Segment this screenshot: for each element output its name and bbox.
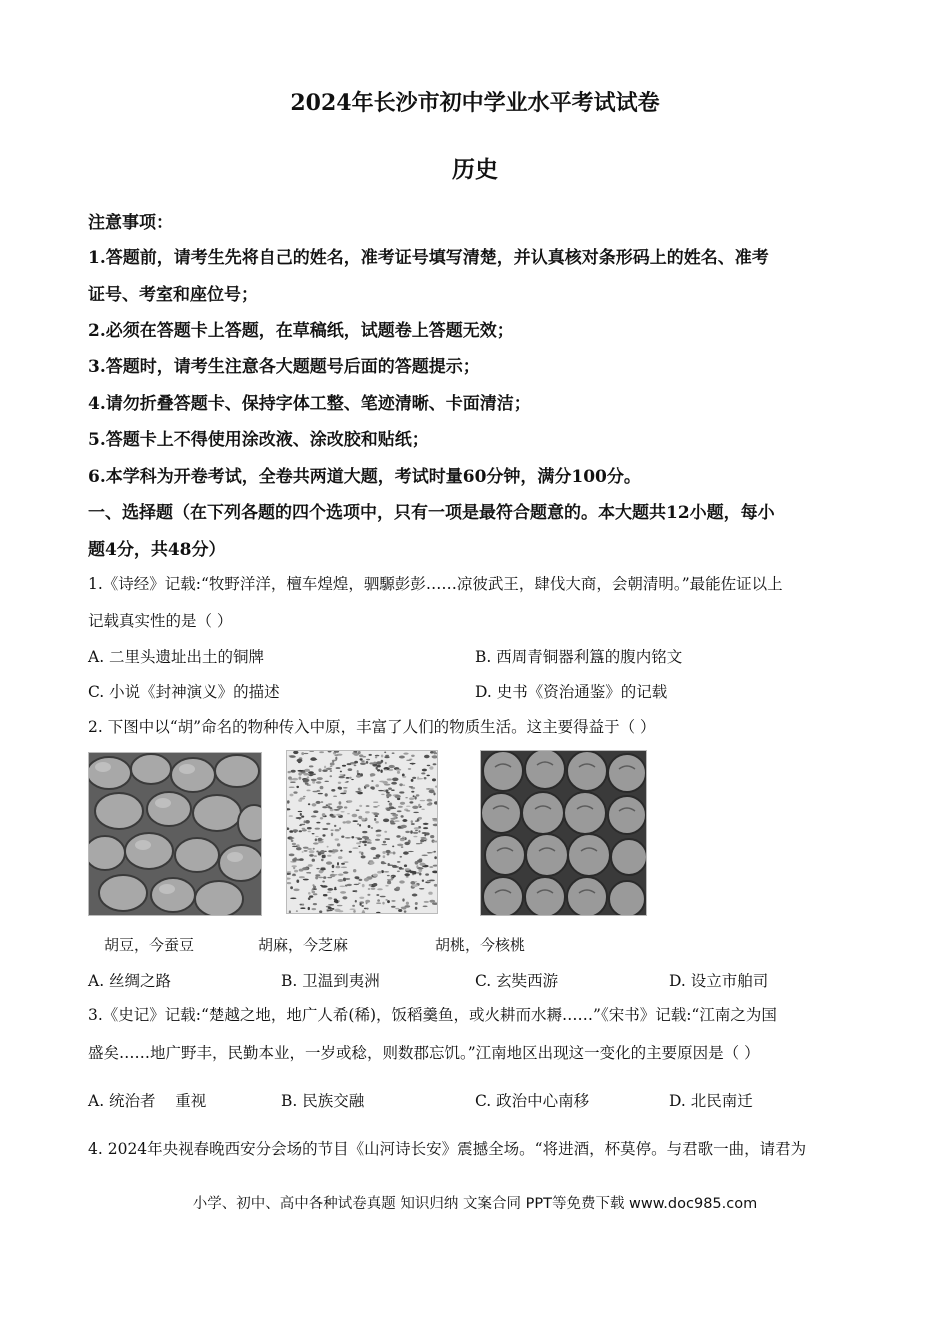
broad-bean-photo [88, 752, 262, 916]
page-footer: 小学、初中、高中各种试卷真题 知识归纳 文案合同 PPT等免费下载 www.doc985.com [192, 1196, 758, 1212]
caption-broad-bean: 胡豆，今蚕豆 [104, 936, 195, 954]
question-3-stem: 3.《史记》记载:“楚越之地，地广人希(稀)，饭稻羹鱼，或火耕而水耨……”《宋书》记载:“江南之为国 [88, 1006, 777, 1024]
q2-option-a: A. 丝绸之路 [88, 972, 172, 990]
walnut-photo [480, 750, 647, 916]
notice-heading: 注意事项： [88, 213, 173, 233]
question-1-stem: 1.《诗经》记载:“牧野洋洋，檀车煌煌，驷騵彭彭……凉彼武王，肆伐大商，会朝清明。”最能佐证以上 [88, 575, 783, 593]
q2-option-c: C. 玄奘西游 [475, 972, 559, 990]
notice-line-3: 3.答题时，请考生注意各大题题号后面的答题提示； [88, 357, 480, 377]
caption-walnut: 胡桃，今核桃 [435, 936, 526, 954]
caption-sesame: 胡麻，今芝麻 [258, 936, 349, 954]
q1-option-c: C. 小说《封神演义》的描述 [88, 683, 280, 701]
q3-option-b: B. 民族交融 [281, 1092, 365, 1110]
q2-option-d: D. 设立市舶司 [669, 972, 769, 990]
sesame-photo [286, 750, 438, 914]
notice-line-1: 1.答题前，请考生先将自己的姓名，准考证号填写清楚，并认真核对条形码上的姓名、准考 [88, 248, 769, 268]
subject-title: 历史 [452, 156, 498, 183]
q3-option-d: D. 北民南迁 [669, 1092, 753, 1110]
notice-line-2: 2.必须在答题卡上答题，在草稿纸，试题卷上答题无效； [88, 321, 514, 341]
notice-line-6: 6.本学科为开卷考试，全卷共两道大题，考试时量60分钟，满分100分。 [88, 467, 641, 487]
question-3-stem-cont: 盛矣……地广野丰，民勤本业，一岁或稔，则数郡忘饥。”江南地区出现这一变化的主要原因是（ ） [88, 1044, 760, 1062]
notice-line-1-cont: 证号、考室和座位号； [88, 285, 258, 305]
q1-option-b: B. 西周青铜器利簋的腹内铭文 [475, 648, 683, 666]
section-heading-cont: 题4分，共48分） [88, 540, 226, 560]
q1-option-a: A. 二里头遗址出土的铜牌 [88, 648, 265, 666]
question-4-stem: 4. 2024年央视春晚西安分会场的节目《山河诗长安》震撼全场。“将进酒，杯莫停。与君歌一曲，请君为 [88, 1140, 807, 1158]
notice-line-4: 4.请勿折叠答题卡、保持字体工整、笔迹清晰、卡面清洁； [88, 394, 531, 414]
question-2-stem: 2. 下图中以“胡”命名的物种传入中原，丰富了人们的物质生活。这主要得益于（ ） [88, 718, 656, 736]
page-title: 2024年长沙市初中学业水平考试试卷 [290, 90, 660, 116]
q3-option-a: A. 统治者 重视 [88, 1092, 207, 1110]
section-heading: 一、选择题（在下列各题的四个选项中，只有一项是最符合题意的。本大题共12小题，每小 [88, 503, 775, 523]
question-1-stem-cont: 记载真实性的是（ ） [88, 612, 233, 630]
q2-option-b: B. 卫温到夷洲 [281, 972, 380, 990]
q1-option-d: D. 史书《资治通鉴》的记载 [475, 683, 668, 701]
notice-line-5: 5.答题卡上不得使用涂改液、涂改胶和贴纸； [88, 430, 429, 450]
q3-option-c: C. 政治中心南移 [475, 1092, 590, 1110]
